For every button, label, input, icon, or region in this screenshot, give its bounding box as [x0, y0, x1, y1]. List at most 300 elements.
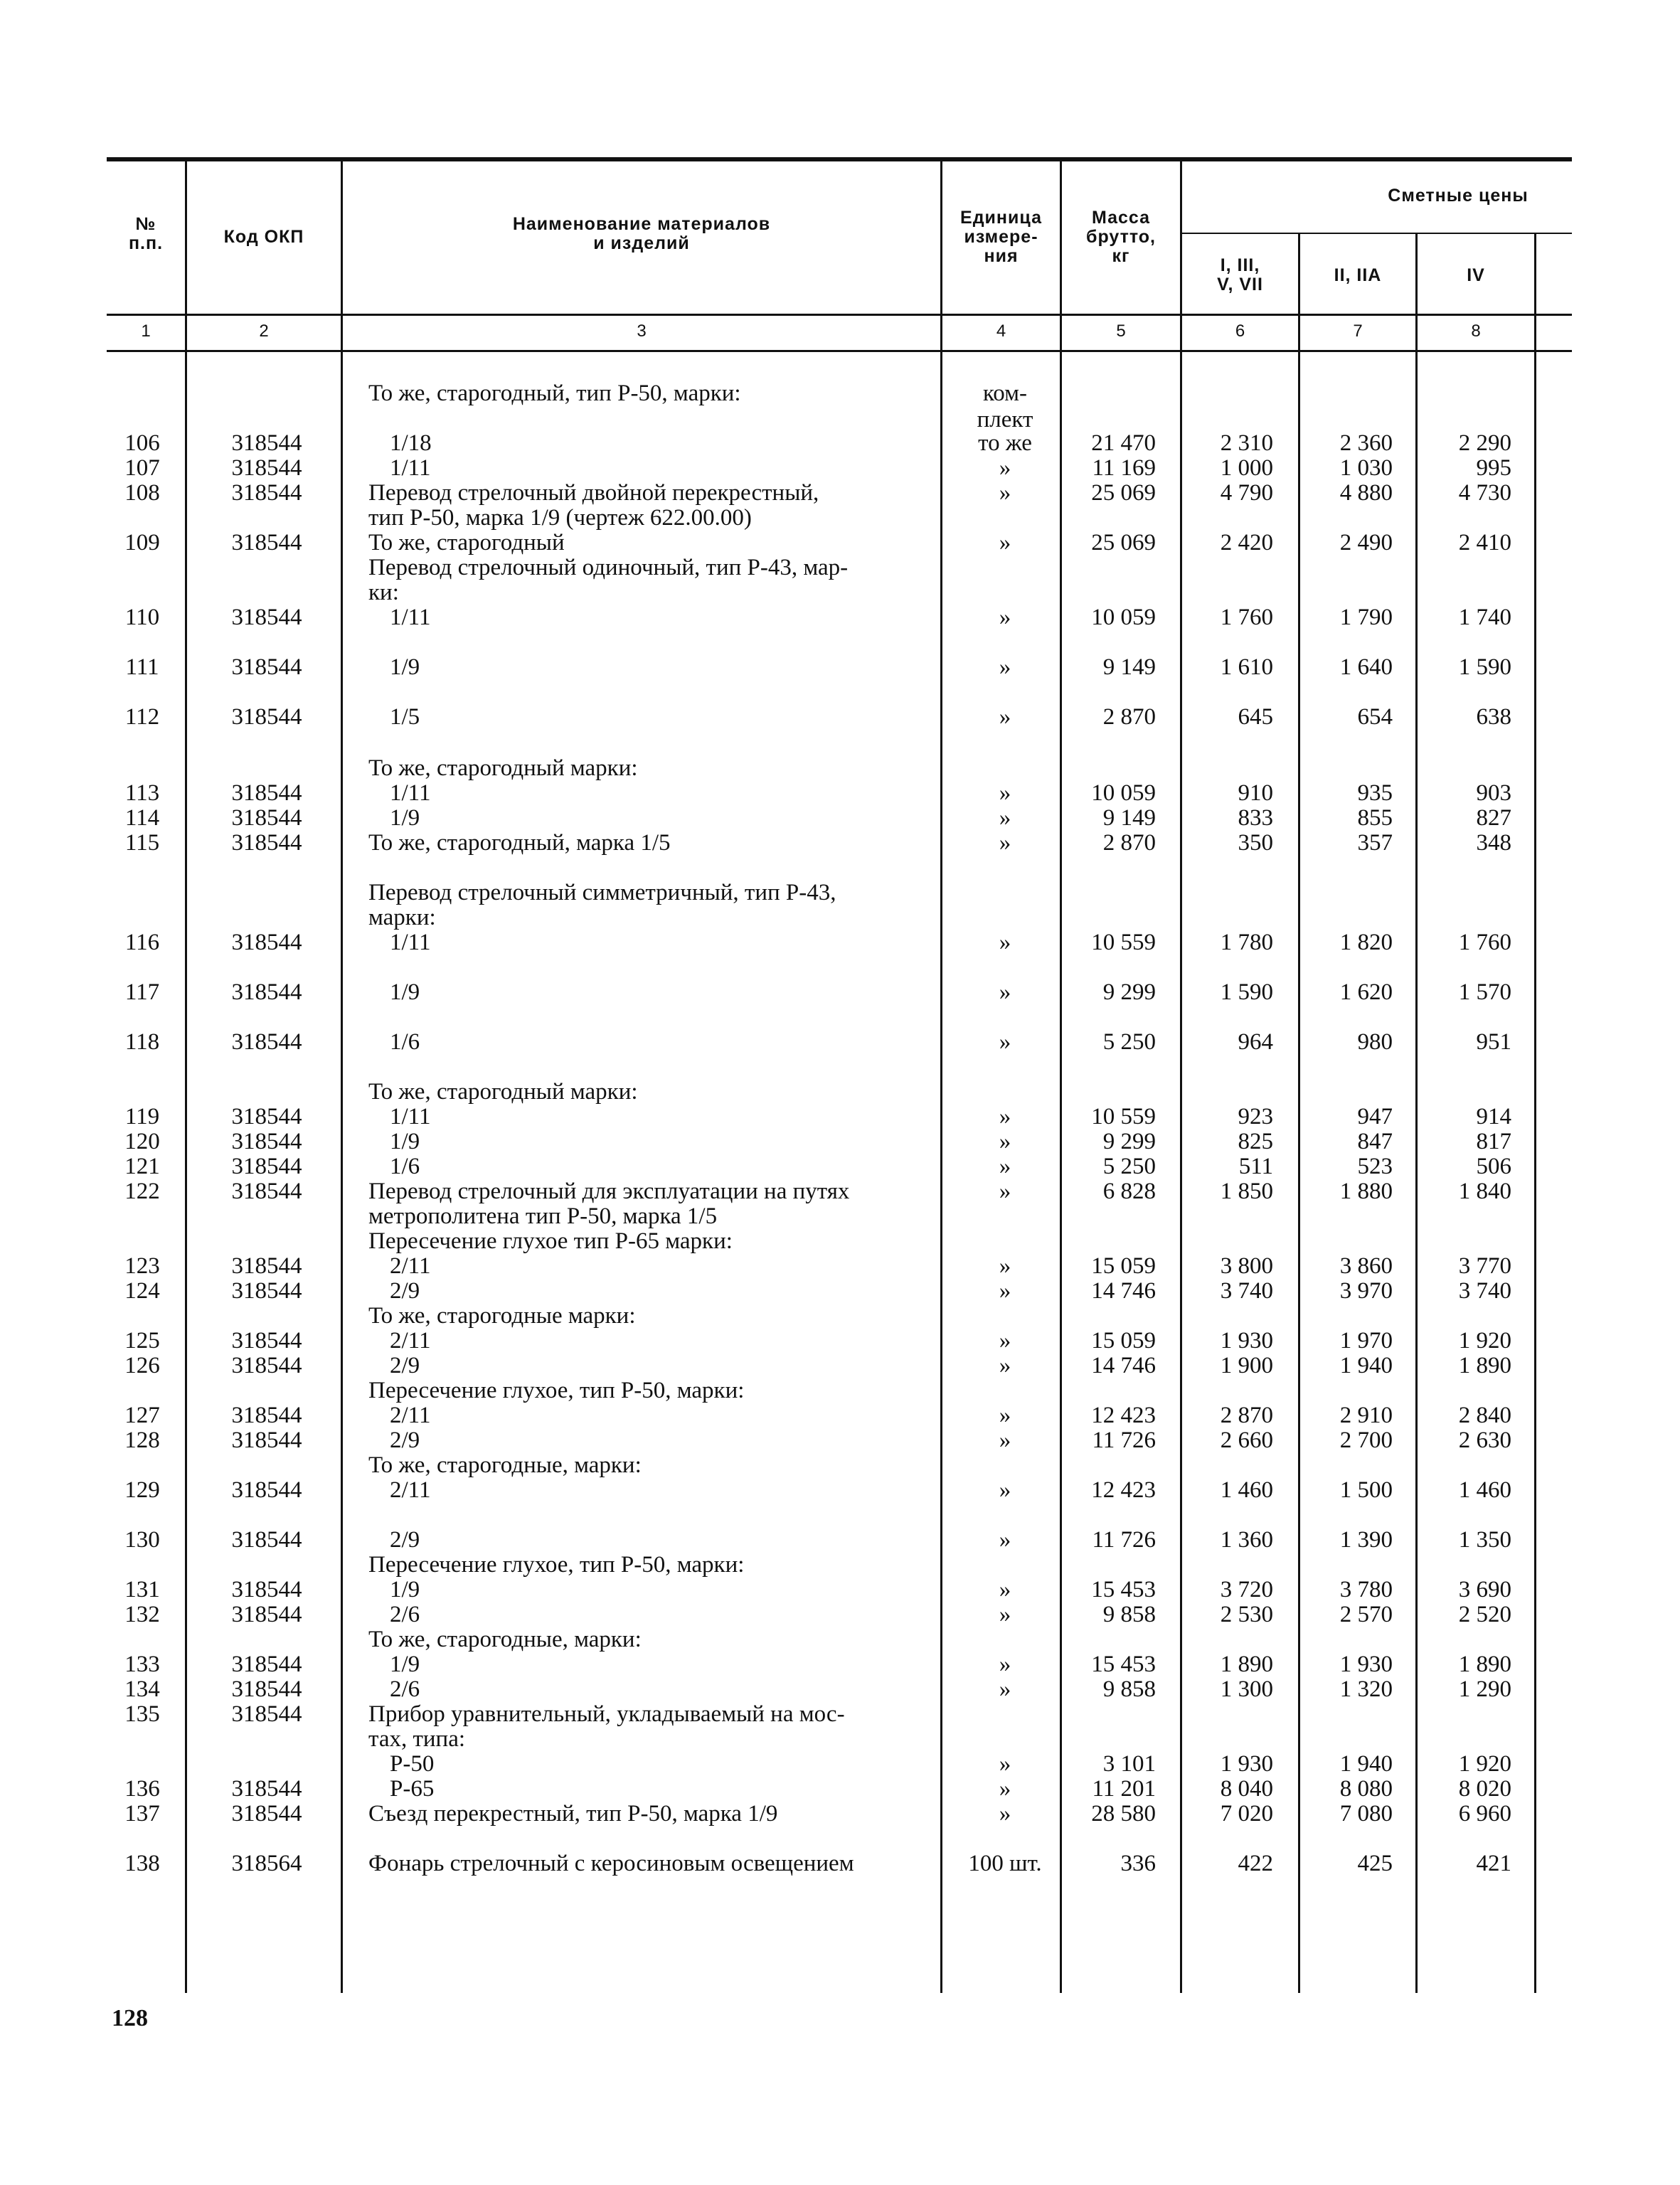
row-number-cell: 133 [124, 1652, 160, 1677]
row-number-cell: 115 [124, 830, 160, 856]
price-zone-2-cell: 1 620 [1339, 979, 1393, 1005]
material-name-cell: То же, старогодный, марка 1/5 [368, 830, 671, 856]
table-row [0, 1452, 1680, 1478]
price-zone-3-cell: 951 [1476, 1029, 1511, 1055]
okp-code-cell: 318544 [231, 1477, 302, 1503]
gross-mass-cell: 14 746 [1091, 1278, 1156, 1304]
okp-code-cell: 318544 [231, 704, 302, 730]
gross-mass-cell: 10 559 [1091, 930, 1156, 955]
price-zone-2-cell: 2 910 [1339, 1403, 1393, 1428]
row-number-cell: 116 [124, 930, 160, 955]
row-number-cell: 128 [124, 1428, 160, 1453]
material-name-cell: 2/11 [390, 1477, 431, 1503]
material-name-cell: 1/9 [390, 979, 420, 1005]
material-name-cell: 2/6 [390, 1602, 420, 1627]
header-number: № п.п. [128, 214, 164, 253]
unit-cell: » [999, 1652, 1011, 1677]
material-name-cell: Перевод стрелочный двойной перекрестный, [368, 480, 819, 506]
price-zone-1-cell: 1 780 [1220, 930, 1273, 955]
table-row [0, 805, 1680, 831]
material-name-cell: Фонарь стрелочный с керосиновым освещением [368, 1851, 854, 1876]
unit-cell: » [999, 1751, 1011, 1777]
material-name-cell: То же, старогодный марки: [368, 1079, 638, 1105]
material-name-cell: 2/9 [390, 1278, 420, 1304]
material-name-cell: Перевод стрелочный одиночный, тип Р-43, мар- [368, 555, 849, 580]
gross-mass-cell: 15 453 [1091, 1577, 1156, 1602]
price-zone-2-cell: 654 [1357, 704, 1393, 730]
okp-code-cell: 318544 [231, 1676, 302, 1702]
material-name-cell: 2/11 [390, 1328, 431, 1354]
table-row [0, 1253, 1680, 1279]
okp-code-cell: 318544 [231, 530, 302, 555]
header-material-name: Наименование материалов и изделий [512, 214, 771, 253]
price-zone-1-cell: 923 [1238, 1104, 1273, 1129]
table-row [0, 1527, 1680, 1553]
gross-mass-cell: 15 059 [1091, 1253, 1156, 1279]
unit-cell: плект [977, 407, 1033, 432]
price-zone-2-cell: 425 [1357, 1851, 1393, 1876]
price-zone-1-cell: 1 000 [1220, 455, 1273, 481]
gross-mass-cell: 12 423 [1091, 1477, 1156, 1503]
table-row [0, 455, 1680, 481]
price-zone-1-cell: 1 930 [1220, 1751, 1273, 1777]
column-number: 8 [1471, 321, 1481, 341]
table-row [0, 430, 1680, 456]
okp-code-cell: 318544 [231, 1801, 302, 1827]
row-number-cell: 108 [124, 480, 160, 506]
header-price-zone-1: I, III, V, VII [1217, 255, 1263, 294]
unit-cell: » [999, 1477, 1011, 1503]
gross-mass-cell: 11 169 [1092, 455, 1156, 481]
price-zone-3-cell: 1 760 [1458, 930, 1511, 955]
table-row [0, 1477, 1680, 1503]
price-zone-1-cell: 3 740 [1220, 1278, 1273, 1304]
price-zone-2-cell: 2 570 [1339, 1602, 1393, 1627]
row-number-cell: 135 [124, 1701, 160, 1727]
material-name-cell: Перевод стрелочный симметричный, тип Р-43, [368, 880, 836, 905]
price-zone-1-cell: 1 610 [1220, 654, 1273, 680]
column-number: 6 [1235, 321, 1245, 341]
unit-cell: » [999, 530, 1011, 555]
price-zone-1-cell: 2 660 [1220, 1428, 1273, 1453]
material-name-cell: марки: [368, 905, 436, 930]
table-row [0, 580, 1680, 605]
row-number-cell: 106 [124, 430, 160, 456]
unit-cell: » [999, 805, 1011, 831]
header-price-group: Сметные цены [1388, 186, 1529, 206]
table-row [0, 1751, 1680, 1777]
gross-mass-cell: 336 [1120, 1851, 1156, 1876]
material-name-cell: 1/5 [390, 704, 420, 730]
unit-cell: » [999, 1179, 1011, 1204]
material-name-cell: 1/11 [390, 455, 431, 481]
table-row [0, 605, 1680, 630]
gross-mass-cell: 2 870 [1102, 830, 1156, 856]
unit-cell: » [999, 1154, 1011, 1179]
okp-code-cell: 318544 [231, 1353, 302, 1378]
unit-cell: то же [978, 430, 1032, 456]
material-name-cell: тах, типа: [368, 1726, 466, 1752]
table-row [0, 1303, 1680, 1329]
price-zone-2-cell: 2 700 [1339, 1428, 1393, 1453]
row-number-cell: 119 [124, 1104, 160, 1129]
row-number-cell: 121 [124, 1154, 160, 1179]
table-row [0, 530, 1680, 555]
table-row [0, 1328, 1680, 1354]
row-number-cell: 127 [124, 1403, 160, 1428]
price-zone-1-cell: 2 420 [1220, 530, 1273, 555]
table-row [0, 407, 1680, 432]
table-row [0, 1776, 1680, 1802]
unit-cell: » [999, 1577, 1011, 1602]
price-zone-3-cell: 3 770 [1458, 1253, 1511, 1279]
price-zone-1-cell: 2 310 [1220, 430, 1273, 456]
table-row [0, 1228, 1680, 1254]
gross-mass-cell: 11 726 [1092, 1527, 1156, 1553]
unit-cell: » [999, 1527, 1011, 1553]
okp-code-cell: 318544 [231, 1129, 302, 1154]
price-zone-1-cell: 1 760 [1220, 605, 1273, 630]
okp-code-cell: 318544 [231, 654, 302, 680]
table-row [0, 1079, 1680, 1105]
okp-code-cell: 318544 [231, 930, 302, 955]
price-zone-1-cell: 4 790 [1220, 480, 1273, 506]
unit-cell: » [999, 1328, 1011, 1354]
unit-cell: » [999, 605, 1011, 630]
gross-mass-cell: 5 250 [1102, 1029, 1156, 1055]
unit-cell: » [999, 1602, 1011, 1627]
price-zone-2-cell: 1 970 [1339, 1328, 1393, 1354]
material-name-cell: 1/11 [390, 930, 431, 955]
table-row [0, 1029, 1680, 1055]
price-zone-1-cell: 1 900 [1220, 1353, 1273, 1378]
price-zone-3-cell: 2 840 [1458, 1403, 1511, 1428]
price-zone-3-cell: 1 890 [1458, 1652, 1511, 1677]
material-name-cell: То же, старогодные, марки: [368, 1452, 642, 1478]
gross-mass-cell: 9 299 [1102, 1129, 1156, 1154]
gross-mass-cell: 10 059 [1091, 780, 1156, 806]
price-zone-2-cell: 1 790 [1339, 605, 1393, 630]
okp-code-cell: 318544 [231, 780, 302, 806]
okp-code-cell: 318544 [231, 1701, 302, 1727]
unit-cell: » [999, 1801, 1011, 1827]
table-row [0, 1851, 1680, 1876]
material-name-cell: Пересечение глухое тип Р-65 марки: [368, 1228, 733, 1254]
material-name-cell: 2/9 [390, 1353, 420, 1378]
price-zone-3-cell: 638 [1476, 704, 1511, 730]
price-zone-1-cell: 8 040 [1220, 1776, 1273, 1802]
price-zone-1-cell: 3 720 [1220, 1577, 1273, 1602]
table-row [0, 1577, 1680, 1602]
table-row [0, 1353, 1680, 1378]
gross-mass-cell: 10 059 [1091, 605, 1156, 630]
row-number-cell: 112 [124, 704, 160, 730]
column-number-rule [107, 350, 1572, 352]
price-zone-3-cell: 348 [1476, 830, 1511, 856]
price-zone-3-cell: 3 690 [1458, 1577, 1511, 1602]
price-zone-3-cell: 903 [1476, 780, 1511, 806]
column-number: 1 [141, 321, 151, 341]
price-zone-2-cell: 8 080 [1339, 1776, 1393, 1802]
table-row [0, 1104, 1680, 1129]
material-name-cell: 1/11 [390, 780, 431, 806]
price-zone-3-cell: 1 740 [1458, 605, 1511, 630]
unit-cell: » [999, 830, 1011, 856]
row-number-cell: 123 [124, 1253, 160, 1279]
row-number-cell: 126 [124, 1353, 160, 1378]
okp-code-cell: 318544 [231, 1253, 302, 1279]
price-zone-2-cell: 3 860 [1339, 1253, 1393, 1279]
row-number-cell: 138 [124, 1851, 160, 1876]
material-name-cell: 2/9 [390, 1428, 420, 1453]
price-zone-2-cell: 1 640 [1339, 654, 1393, 680]
material-name-cell: 2/6 [390, 1676, 420, 1702]
column-number: 3 [637, 321, 647, 341]
price-zone-2-cell: 980 [1357, 1029, 1393, 1055]
gross-mass-cell: 28 580 [1091, 1801, 1156, 1827]
okp-code-cell: 318544 [231, 480, 302, 506]
okp-code-cell: 318564 [231, 1851, 302, 1876]
table-row [0, 1403, 1680, 1428]
price-zone-1-cell: 2 870 [1220, 1403, 1273, 1428]
price-zone-3-cell: 2 290 [1458, 430, 1511, 456]
unit-cell: » [999, 1129, 1011, 1154]
price-zone-3-cell: 2 410 [1458, 530, 1511, 555]
column-number: 7 [1353, 321, 1363, 341]
table-row [0, 1179, 1680, 1204]
price-zone-3-cell: 421 [1476, 1851, 1511, 1876]
material-name-cell: 1/18 [390, 430, 432, 456]
price-zone-3-cell: 827 [1476, 805, 1511, 831]
price-zone-1-cell: 3 800 [1220, 1253, 1273, 1279]
price-zone-3-cell: 2 520 [1458, 1602, 1511, 1627]
row-number-cell: 114 [124, 805, 160, 831]
row-number-cell: 136 [124, 1776, 160, 1802]
row-number-cell: 117 [124, 979, 160, 1005]
material-name-cell: 1/9 [390, 1652, 420, 1677]
material-name-cell: То же, старогодные, марки: [368, 1627, 642, 1652]
price-zone-2-cell: 1 500 [1339, 1477, 1393, 1503]
unit-cell: » [999, 704, 1011, 730]
price-zone-3-cell: 914 [1476, 1104, 1511, 1129]
gross-mass-cell: 2 870 [1102, 704, 1156, 730]
okp-code-cell: 318544 [231, 1278, 302, 1304]
page-number: 128 [112, 2005, 148, 2031]
material-name-cell: То же, старогодный марки: [368, 755, 638, 781]
table-row [0, 1627, 1680, 1652]
price-zone-2-cell: 2 360 [1339, 430, 1393, 456]
header-mass: Масса брутто, кг [1086, 208, 1156, 266]
unit-cell: » [999, 1676, 1011, 1702]
price-zone-2-cell: 1 390 [1339, 1527, 1393, 1553]
table-row [0, 905, 1680, 930]
okp-code-cell: 318544 [231, 1527, 302, 1553]
table-row [0, 930, 1680, 955]
price-zone-1-cell: 1 360 [1220, 1527, 1273, 1553]
okp-code-cell: 318544 [231, 605, 302, 630]
table-row [0, 880, 1680, 905]
price-zone-1-cell: 511 [1238, 1154, 1273, 1179]
unit-cell: » [999, 1403, 1011, 1428]
price-zone-3-cell: 1 590 [1458, 654, 1511, 680]
price-zone-2-cell: 1 940 [1339, 1353, 1393, 1378]
material-name-cell: 1/9 [390, 1129, 420, 1154]
material-name-cell: ки: [368, 580, 399, 605]
price-zone-2-cell: 947 [1357, 1104, 1393, 1129]
material-name-cell: Пересечение глухое, тип Р-50, марки: [368, 1378, 745, 1403]
price-zone-3-cell: 1 920 [1458, 1751, 1511, 1777]
gross-mass-cell: 9 299 [1102, 979, 1156, 1005]
material-name-cell: Съезд перекрестный, тип Р-50, марка 1/9 [368, 1801, 778, 1827]
price-zone-1-cell: 350 [1238, 830, 1273, 856]
header-price-zone-2: II, IIA [1334, 265, 1382, 285]
okp-code-cell: 318544 [231, 1029, 302, 1055]
table-row [0, 1701, 1680, 1727]
price-zone-1-cell: 833 [1238, 805, 1273, 831]
price-zone-2-cell: 1 880 [1339, 1179, 1393, 1204]
price-zone-2-cell: 1 030 [1339, 455, 1393, 481]
row-number-cell: 110 [124, 605, 160, 630]
price-zone-3-cell: 1 350 [1458, 1527, 1511, 1553]
unit-cell: » [999, 1428, 1011, 1453]
material-name-cell: Р-50 [390, 1751, 435, 1777]
price-zone-2-cell: 855 [1357, 805, 1393, 831]
row-number-cell: 118 [124, 1029, 160, 1055]
table-row [0, 480, 1680, 506]
unit-cell: 100 шт. [968, 1851, 1042, 1876]
row-number-cell: 120 [124, 1129, 160, 1154]
material-name-cell: тип Р-50, марка 1/9 (чертеж 622.00.00) [368, 505, 752, 531]
table-row [0, 1801, 1680, 1827]
gross-mass-cell: 25 069 [1091, 530, 1156, 555]
header-price-zone-3: IV [1467, 265, 1485, 285]
price-zone-2-cell: 357 [1357, 830, 1393, 856]
price-zone-2-cell: 7 080 [1339, 1801, 1393, 1827]
unit-cell: » [999, 1353, 1011, 1378]
material-name-cell: То же, старогодный, тип Р-50, марки: [368, 381, 741, 406]
unit-cell: » [999, 654, 1011, 680]
header-unit: Единица измере- ния [960, 208, 1042, 266]
price-zone-2-cell: 4 880 [1339, 480, 1393, 506]
gross-mass-cell: 3 101 [1102, 1751, 1156, 1777]
unit-cell: » [999, 1253, 1011, 1279]
row-number-cell: 124 [124, 1278, 160, 1304]
header-bottom-rule [107, 314, 1572, 316]
gross-mass-cell: 21 470 [1091, 430, 1156, 456]
material-name-cell: метрополитена тип Р-50, марка 1/5 [368, 1203, 718, 1229]
table-row [0, 1552, 1680, 1578]
gross-mass-cell: 25 069 [1091, 480, 1156, 506]
row-number-cell: 130 [124, 1527, 160, 1553]
table-row [0, 1602, 1680, 1627]
okp-code-cell: 318544 [231, 830, 302, 856]
price-zone-1-cell: 2 530 [1220, 1602, 1273, 1627]
price-zone-3-cell: 817 [1476, 1129, 1511, 1154]
okp-code-cell: 318544 [231, 1328, 302, 1354]
price-zone-2-cell: 523 [1357, 1154, 1393, 1179]
unit-cell: » [999, 480, 1011, 506]
price-zone-2-cell: 2 490 [1339, 530, 1393, 555]
material-name-cell: 1/11 [390, 605, 431, 630]
row-number-cell: 131 [124, 1577, 160, 1602]
unit-cell: » [999, 1776, 1011, 1802]
table-row [0, 505, 1680, 531]
table-row [0, 381, 1680, 406]
table-row [0, 1652, 1680, 1677]
row-number-cell: 134 [124, 1676, 160, 1702]
table-row [0, 1378, 1680, 1403]
unit-cell: » [999, 780, 1011, 806]
price-zone-3-cell: 1 460 [1458, 1477, 1511, 1503]
price-zone-1-cell: 964 [1238, 1029, 1273, 1055]
price-group-rule [1182, 233, 1572, 234]
column-number: 4 [996, 321, 1006, 341]
price-zone-3-cell: 1 920 [1458, 1328, 1511, 1354]
price-zone-3-cell: 4 730 [1458, 480, 1511, 506]
row-number-cell: 107 [124, 455, 160, 481]
gross-mass-cell: 9 149 [1102, 805, 1156, 831]
price-zone-2-cell: 3 780 [1339, 1577, 1393, 1602]
price-zone-3-cell: 1 290 [1458, 1676, 1511, 1702]
price-zone-3-cell: 8 020 [1458, 1776, 1511, 1802]
price-zone-2-cell: 1 820 [1339, 930, 1393, 955]
table-row [0, 1203, 1680, 1229]
okp-code-cell: 318544 [231, 1602, 302, 1627]
gross-mass-cell: 5 250 [1102, 1154, 1156, 1179]
material-name-cell: 1/9 [390, 654, 420, 680]
price-zone-3-cell: 3 740 [1458, 1278, 1511, 1304]
price-zone-3-cell: 995 [1476, 455, 1511, 481]
material-name-cell: То же, старогодные марки: [368, 1303, 636, 1329]
okp-code-cell: 318544 [231, 1403, 302, 1428]
row-number-cell: 109 [124, 530, 160, 555]
price-zone-1-cell: 1 590 [1220, 979, 1273, 1005]
table-row [0, 1129, 1680, 1154]
price-zone-1-cell: 1 300 [1220, 1676, 1273, 1702]
price-zone-2-cell: 847 [1357, 1129, 1393, 1154]
unit-cell: » [999, 1104, 1011, 1129]
price-zone-1-cell: 422 [1238, 1851, 1273, 1876]
price-zone-1-cell: 1 460 [1220, 1477, 1273, 1503]
gross-mass-cell: 9 858 [1102, 1602, 1156, 1627]
price-zone-1-cell: 645 [1238, 704, 1273, 730]
row-number-cell: 122 [124, 1179, 160, 1204]
okp-code-cell: 318544 [231, 1154, 302, 1179]
material-name-cell: 1/6 [390, 1029, 420, 1055]
row-number-cell: 113 [124, 780, 160, 806]
table-row [0, 1428, 1680, 1453]
price-zone-1-cell: 1 930 [1220, 1328, 1273, 1354]
table-row [0, 755, 1680, 781]
gross-mass-cell: 9 149 [1102, 654, 1156, 680]
okp-code-cell: 318544 [231, 455, 302, 481]
column-number: 2 [259, 321, 269, 341]
price-zone-3-cell: 2 630 [1458, 1428, 1511, 1453]
column-number: 5 [1116, 321, 1126, 341]
unit-cell: » [999, 1278, 1011, 1304]
material-name-cell: 1/6 [390, 1154, 420, 1179]
price-zone-2-cell: 1 930 [1339, 1652, 1393, 1677]
price-zone-1-cell: 1 890 [1220, 1652, 1273, 1677]
material-name-cell: Р-65 [390, 1776, 435, 1802]
table-row [0, 555, 1680, 580]
unit-cell: » [999, 1029, 1011, 1055]
row-number-cell: 137 [124, 1801, 160, 1827]
header-okp-code: Код ОКП [223, 227, 304, 247]
table-row [0, 1726, 1680, 1752]
okp-code-cell: 318544 [231, 805, 302, 831]
price-zone-1-cell: 7 020 [1220, 1801, 1273, 1827]
